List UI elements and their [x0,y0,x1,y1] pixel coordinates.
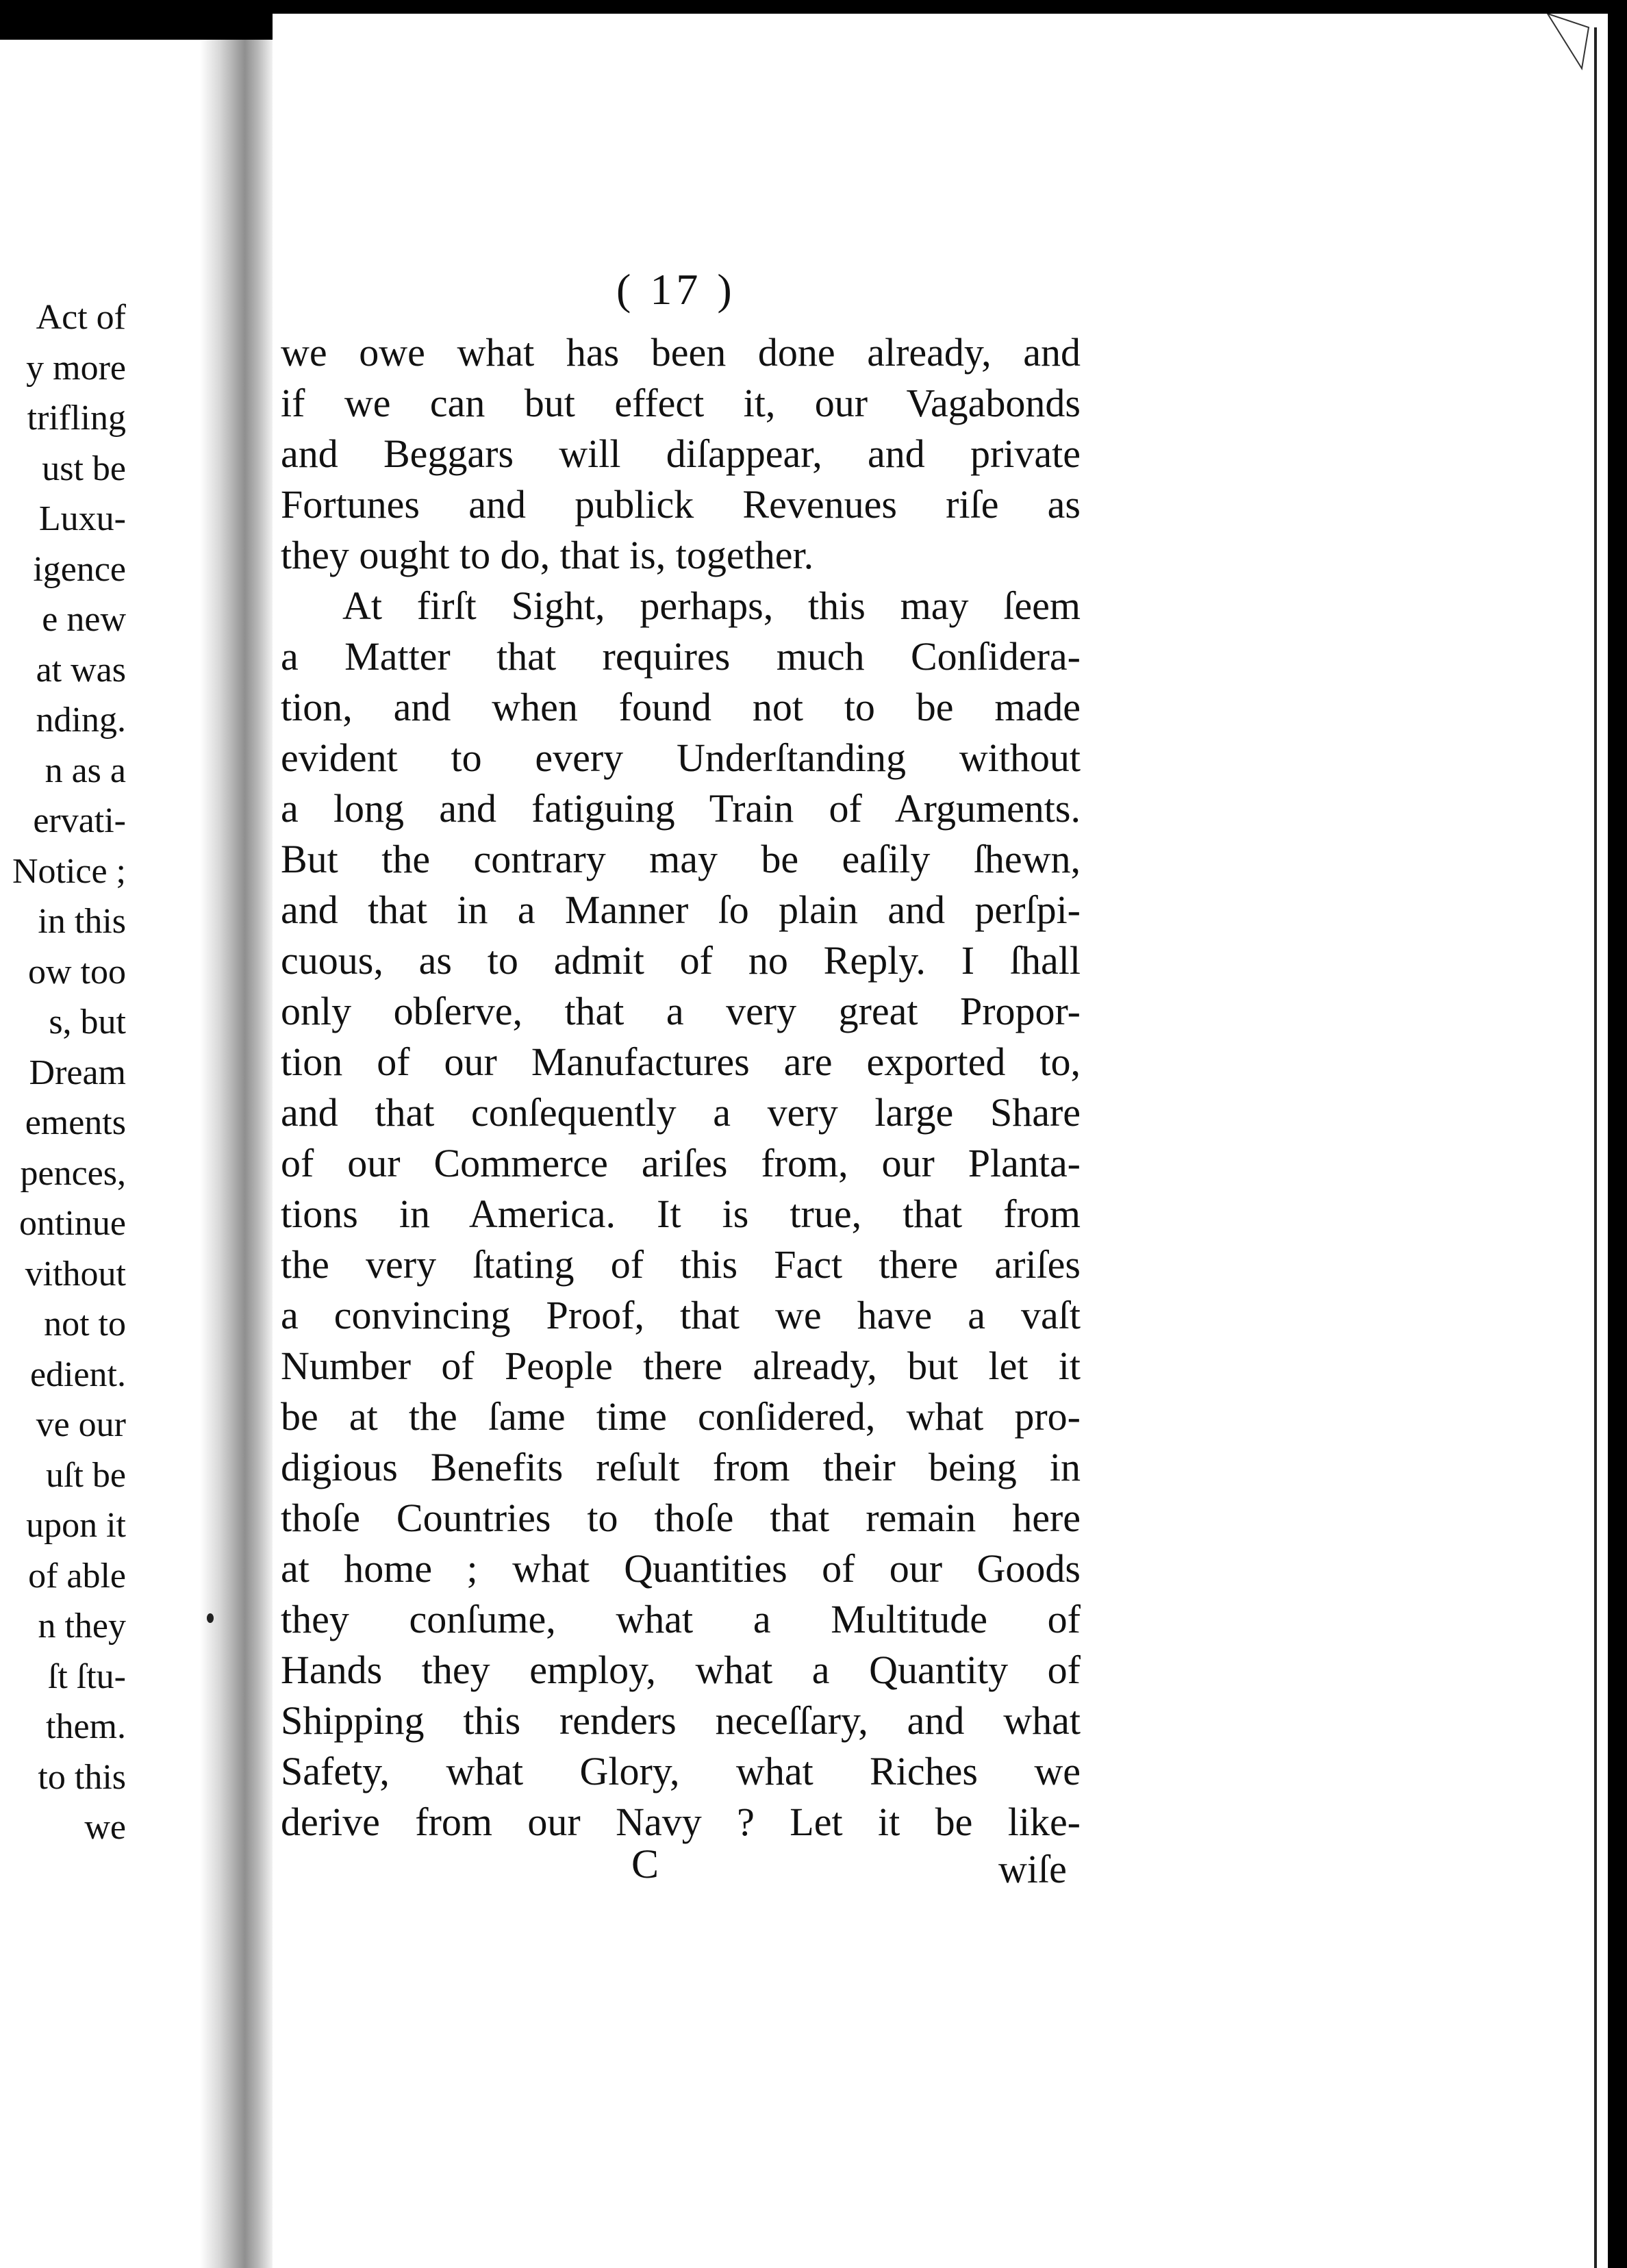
catchword: wiſe [998,1847,1067,1891]
left-page-line: to this [38,1758,126,1797]
left-page-line: edient. [29,1355,126,1394]
body-text-line: cuous, as to admit of no Reply. I ſhall [281,938,1081,983]
left-page-line: ve our [36,1405,126,1444]
body-text-line: But the contrary may be eaſily ſhewn, [281,837,1081,881]
body-text-line: derive from our Navy ? Let it be like- [281,1800,1081,1844]
left-page-line: e new [42,600,126,639]
left-page-line: uſt be [46,1456,126,1495]
body-text-line: of our Commerce ariſes from, our Planta- [281,1141,1081,1185]
body-text-line: the very ſtating of this Fact there ariſes [281,1242,1081,1287]
left-page-line: ſt ſtu- [47,1657,126,1696]
left-page-fragment [0,40,200,2268]
body-text-line: Fortunes and publick Revenues riſe as [281,482,1081,527]
body-text-line: tion, and when found not to be made [281,685,1081,729]
margin-ink-dot [207,1613,214,1623]
left-page-line: ust be [42,449,126,488]
left-page-line: of able [28,1557,126,1596]
left-page-line: in this [38,902,126,941]
left-page-line: ervati- [33,801,126,840]
body-text-line: Shipping this renders neceſſary, and what [281,1698,1081,1743]
body-text-line: and Beggars will diſappear, and private [281,431,1081,476]
body-text-line: if we can but effect it, our Vagabonds [281,381,1081,425]
left-page-line: Notice ; [12,852,126,891]
left-page-line: n they [38,1606,126,1646]
body-text-line: we owe what has been done already, and [281,330,1081,375]
left-page-line: at was [36,651,126,690]
body-text-line: tions in America. It is true, that from [281,1192,1081,1236]
page-edge [1594,27,1597,2268]
left-page-line: y more [26,349,126,388]
left-page-line: vithout [25,1255,126,1294]
left-page-line: Dream [29,1053,126,1092]
body-text-line: At firſt Sight, perhaps, this may ſeem [342,583,1081,628]
left-page-line: upon it [26,1506,126,1545]
left-page-line: s, but [49,1003,126,1042]
body-text-line: digious Benefits reſult from their being in [281,1445,1081,1489]
body-text-line: Safety, what Glory, what Riches we [281,1749,1081,1793]
left-page-line: them. [46,1707,126,1746]
body-text-line: thoſe Countries to thoſe that remain here [281,1496,1081,1540]
left-page-line: ow too [28,953,126,992]
left-page-line: ements [25,1103,126,1142]
left-page-line: nding. [36,701,126,740]
left-page-line: we [84,1808,126,1847]
left-page-line: Act of [36,298,126,337]
left-page-line: pences, [20,1154,126,1193]
body-text-line: at home ; what Quantities of our Goods [281,1546,1081,1591]
left-page-line: trifling [27,399,126,438]
left-page-line: ontinue [19,1204,126,1243]
body-text-line: evident to every Underſtanding without [281,735,1081,780]
body-text-line: Number of People there already, but let it [281,1344,1081,1388]
body-text-line: and that conſequently a very large Share [281,1090,1081,1135]
page-number: ( 17 ) [616,265,736,314]
body-text-line: a Matter that requires much Conſidera- [281,634,1081,679]
body-text-line: and that in a Manner ſo plain and perſpi- [281,887,1081,932]
left-page-line: n as a [45,751,126,790]
left-page-line: igence [33,550,126,589]
body-text-line: they conſume, what a Multitude of [281,1597,1081,1641]
body-text-line: tion of our Manufactures are exported to, [281,1040,1081,1084]
page-corner-fold [1541,14,1596,75]
body-text-line: a long and fatiguing Train of Arguments. [281,786,1081,831]
body-text-line: a convincing Proof, that we have a vaſt [281,1293,1081,1337]
signature-mark: C [631,1841,659,1887]
left-page-line: Luxu- [38,499,126,538]
body-text-line: be at the ſame time conſidered, what pro- [281,1394,1081,1439]
body-text-line: Hands they employ, what a Quantity of [281,1648,1081,1692]
body-text-line: only obſerve, that a very great Propor- [281,989,1081,1033]
body-text-line: they ought to do, that is, together. [281,533,814,577]
book-gutter-shadow [200,40,273,2268]
left-page-line: not to [44,1305,126,1344]
